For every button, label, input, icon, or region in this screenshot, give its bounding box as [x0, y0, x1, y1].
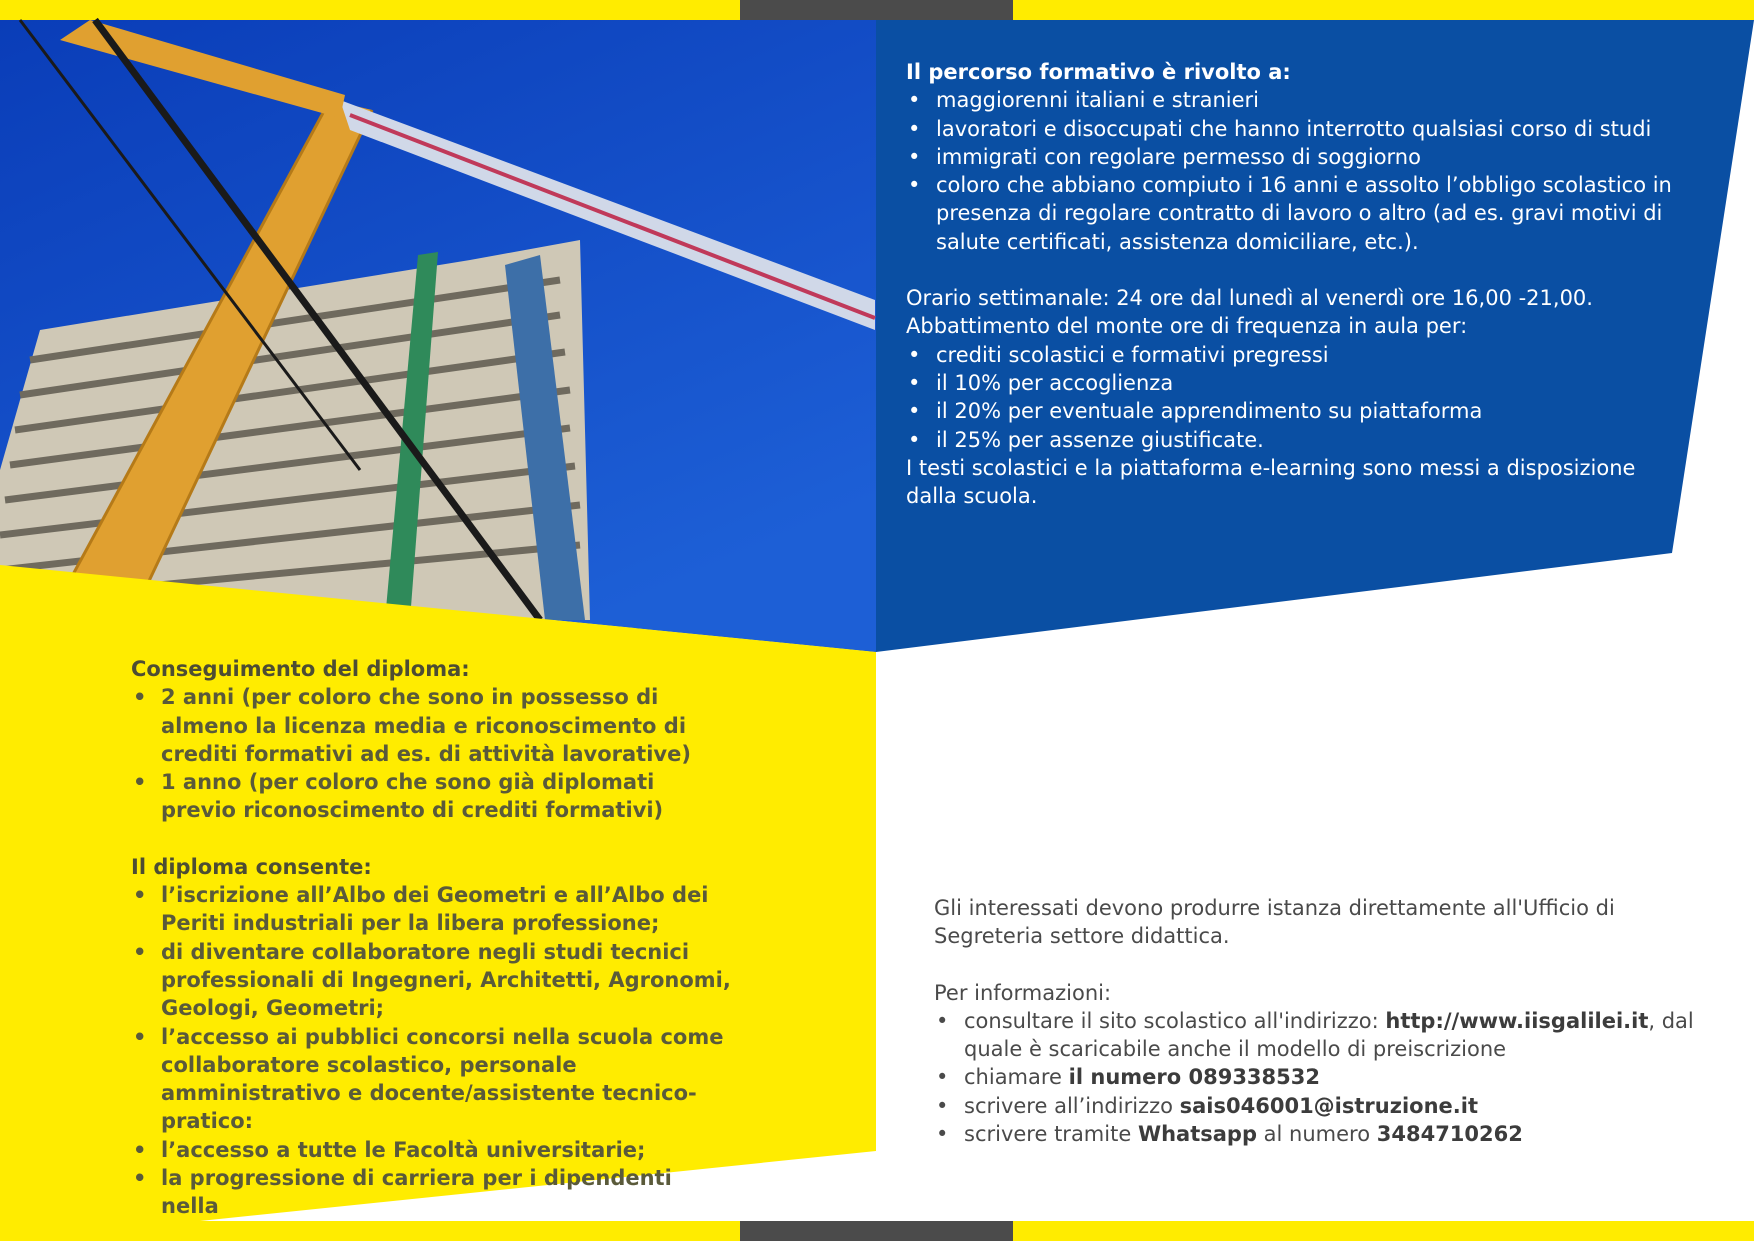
whatsapp-number: 3484710262: [1376, 1122, 1523, 1147]
diploma-section: [131, 655, 731, 1221]
contact-section: [934, 894, 1694, 1148]
list-item: • immigrati con regolare permesso di soggiorno: [906, 143, 1686, 171]
list-item: • 1 anno (per coloro che sono già diplomati previo riconoscimento di crediti formativi): [131, 768, 731, 825]
list-item: • l’accesso a tutte le Facoltà universitarie;: [131, 1136, 731, 1164]
target-audience-section: [906, 58, 1686, 510]
bottom-gray-stripe: [740, 1221, 1013, 1241]
diploma-heading: Conseguimento del diploma:: [131, 657, 470, 681]
target-audience-heading: Il percorso formativo è rivolto a:: [906, 60, 1291, 84]
list-item: • l’accesso ai pubblici concorsi nella scuola come collaboratore scolastico, personale amministrativo e docente/assistente tecnico-pratico:: [131, 1023, 731, 1136]
list-item: • coloro che abbiano compiuto i 16 anni e assolto l’obbligo scolastico in presenza di regolare contratto di lavoro o altro (ad es. gravi motivi di salute certificati, assistenza domiciliare, etc.).: [906, 171, 1686, 256]
list-item: • l’iscrizione all’Albo dei Geometri e all’Albo dei Periti industriali per la libera professione;: [131, 881, 731, 938]
list-item: • scrivere tramite Whatsapp al numero 3484710262: [934, 1120, 1694, 1148]
info-heading: Per informazioni:: [934, 980, 1112, 1005]
weekly-schedule: Orario settimanale: 24 ore dal lunedì al venerdì ore 16,00 -21,00.: [906, 286, 1593, 311]
list-item: • crediti scolastici e formativi pregressi: [906, 341, 1686, 369]
list-item: • il 20% per eventuale apprendimento su piattaforma: [906, 397, 1686, 425]
construction-photo: [0, 20, 876, 652]
list-item: • maggiorenni italiani e stranieri: [906, 86, 1686, 114]
application-intro: Gli interessati devono produrre istanza direttamente all'Ufficio di Segreteria settore didattica.: [934, 896, 1615, 949]
reduction-list: [906, 341, 1686, 454]
target-audience-list: [906, 86, 1686, 256]
list-item: • il 25% per assenze giustificate.: [906, 426, 1686, 454]
diploma-list: [131, 683, 731, 824]
list-item: • la progressione di carriera per i dipendenti nella: [131, 1164, 731, 1221]
list-item: • scrivere all’indirizzo sais046001@istruzione.it: [934, 1092, 1694, 1120]
phone-number: il numero 089338532: [1068, 1065, 1320, 1090]
materials-note: I testi scolastici e la piattaforma e-learning sono messi a disposizione dalla scuola.: [906, 455, 1636, 509]
diploma-allows-heading: Il diploma consente:: [131, 854, 372, 879]
reduction-intro: Abbattimento del monte ore di frequenza in aula per:: [906, 314, 1468, 339]
top-gray-stripe: [740, 0, 1013, 20]
list-item: • il 10% per accoglienza: [906, 369, 1686, 397]
website-link[interactable]: http://www.iisgalilei.it: [1385, 1008, 1649, 1033]
list-item: • lavoratori e disoccupati che hanno interrotto qualsiasi corso di studi: [906, 115, 1686, 143]
diploma-allows-list: [131, 881, 731, 1221]
list-item: • 2 anni (per coloro che sono in possesso di almeno la licenza media e riconoscimento di crediti formativi ad es. di attività lavorative): [131, 683, 731, 768]
whatsapp-label: Whatsapp: [1137, 1122, 1257, 1147]
list-item: • consultare il sito scolastico all'indirizzo: http://www.iisgalilei.it, dal quale è scaricabile anche il modello di preiscrizione: [934, 1007, 1694, 1064]
list-item: • chiamare il numero 089338532: [934, 1063, 1694, 1091]
contact-list: [934, 1007, 1694, 1148]
list-item: • di diventare collaboratore negli studi tecnici professionali di Ingegneri, Architetti, Agronomi, Geologi, Geometri;: [131, 938, 731, 1023]
email-address[interactable]: sais046001@istruzione.it: [1179, 1093, 1478, 1118]
